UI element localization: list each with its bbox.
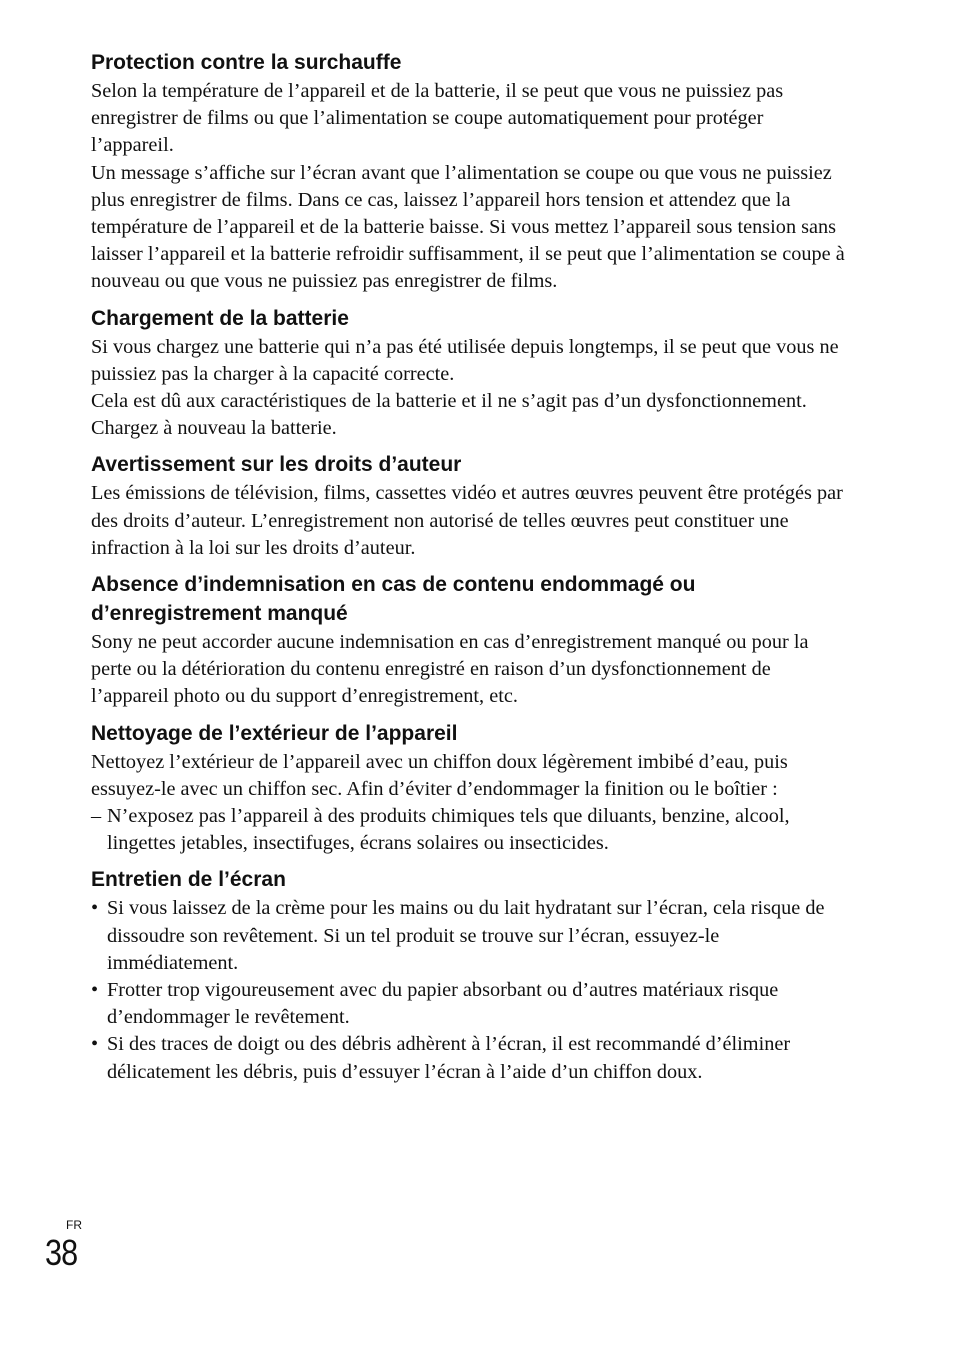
bullet-list-item bbox=[91, 977, 851, 1031]
language-label: FR bbox=[66, 1218, 82, 1232]
section-heading: Chargement de la batterie bbox=[91, 306, 349, 330]
section-heading: Avertissement sur les droits d’auteur bbox=[91, 453, 462, 477]
dash-list-item bbox=[91, 803, 851, 857]
list-item-text: Si des traces de doigt ou des débris adhèrent à l’écran, il est recommandé d’éliminer délicatement les débris, puis d’essuyer l’écran à l’aide d’un chiffon doux. bbox=[107, 1033, 791, 1083]
section-no-compensation bbox=[91, 570, 851, 711]
section-screen-care bbox=[91, 865, 851, 1085]
list-item-text: Frotter trop vigoureusement avec du papier absorbant ou d’autres matériaux risque d’endommager le revêtement. bbox=[107, 979, 779, 1029]
section-heading: Absence d’indemnisation en cas de contenu endommagé ou d’enregistrement manqué bbox=[91, 573, 696, 626]
section-heading: Entretien de l’écran bbox=[91, 868, 286, 892]
bullet-list-item bbox=[91, 895, 851, 977]
list-item-text: Si vous laissez de la crème pour les mains ou du lait hydratant sur l’écran, cela risque de dissoudre son revêtement. Si un tel produit se trouve sur l’écran, essuyez-le immédiatement. bbox=[107, 897, 825, 974]
paragraph: Cela est dû aux caractéristiques de la batterie et il ne s’agit pas d’un dysfonctionnement. Chargez à nouveau la batterie. bbox=[91, 390, 807, 440]
bullet-list-item bbox=[91, 1031, 851, 1085]
section-copyright-warning bbox=[91, 450, 851, 562]
paragraph: Les émissions de télévision, films, cassettes vidéo et autres œuvres peuvent être protégés par des droits d’auteur. L’enregistrement non autorisé de telles œuvres peut constituer une infraction à la loi sur les droits d’auteur. bbox=[91, 482, 843, 559]
bullet-marker: • bbox=[91, 897, 99, 920]
list-item-text: N’exposez pas l’appareil à des produits chimiques tels que diluants, benzine, alcool, lingettes jetables, insectifuges, écrans solaires ou insecticides. bbox=[107, 805, 790, 855]
section-overheat-protection bbox=[91, 48, 851, 296]
bullet-marker: • bbox=[91, 1033, 99, 1056]
paragraph: Selon la température de l’appareil et de la batterie, il se peut que vous ne puissiez pas enregistrer de films ou que l’alimentation se coupe automatiquement pour protéger l’appareil. bbox=[91, 80, 784, 157]
dash-marker: – bbox=[91, 805, 102, 828]
section-heading: Nettoyage de l’extérieur de l’appareil bbox=[91, 721, 458, 745]
section-battery-charging bbox=[91, 304, 851, 443]
section-heading: Protection contre la surchauffe bbox=[91, 51, 402, 74]
section-exterior-cleaning bbox=[91, 719, 851, 858]
paragraph: Si vous chargez une batterie qui n’a pas été utilisée depuis longtemps, il se peut que vous ne puissiez pas la charger à la capacité correcte. bbox=[91, 335, 839, 385]
paragraph: Un message s’affiche sur l’écran avant que l’alimentation se coupe ou que vous ne puissiez plus enregistrer de films. Dans ce cas, laissez l’appareil hors tension et attendez que la température de l’appareil et de la batterie baisse. Si vous mettez l’appareil sous tension sans laisser l’appareil et la batterie refroidir suffisamment, il se peut que l’alimentation se coupe à nouveau ou que vous ne puissiez pas enregistrer de films. bbox=[91, 161, 845, 293]
page-content bbox=[91, 48, 851, 1086]
bullet-marker: • bbox=[91, 979, 99, 1002]
paragraph: Nettoyez l’extérieur de l’appareil avec un chiffon doux légèrement imbibé d’eau, puis essuyez-le avec un chiffon sec. Afin d’éviter d’endommager la finition ou le boîtier : bbox=[91, 750, 788, 800]
paragraph: Sony ne peut accorder aucune indemnisation en cas d’enregistrement manqué ou pour la perte ou la détérioration du contenu enregistré en raison d’un dysfonctionnement de l’appareil photo ou du support d’enregistrement, etc. bbox=[91, 631, 809, 708]
page-number: 38 bbox=[45, 1232, 78, 1273]
